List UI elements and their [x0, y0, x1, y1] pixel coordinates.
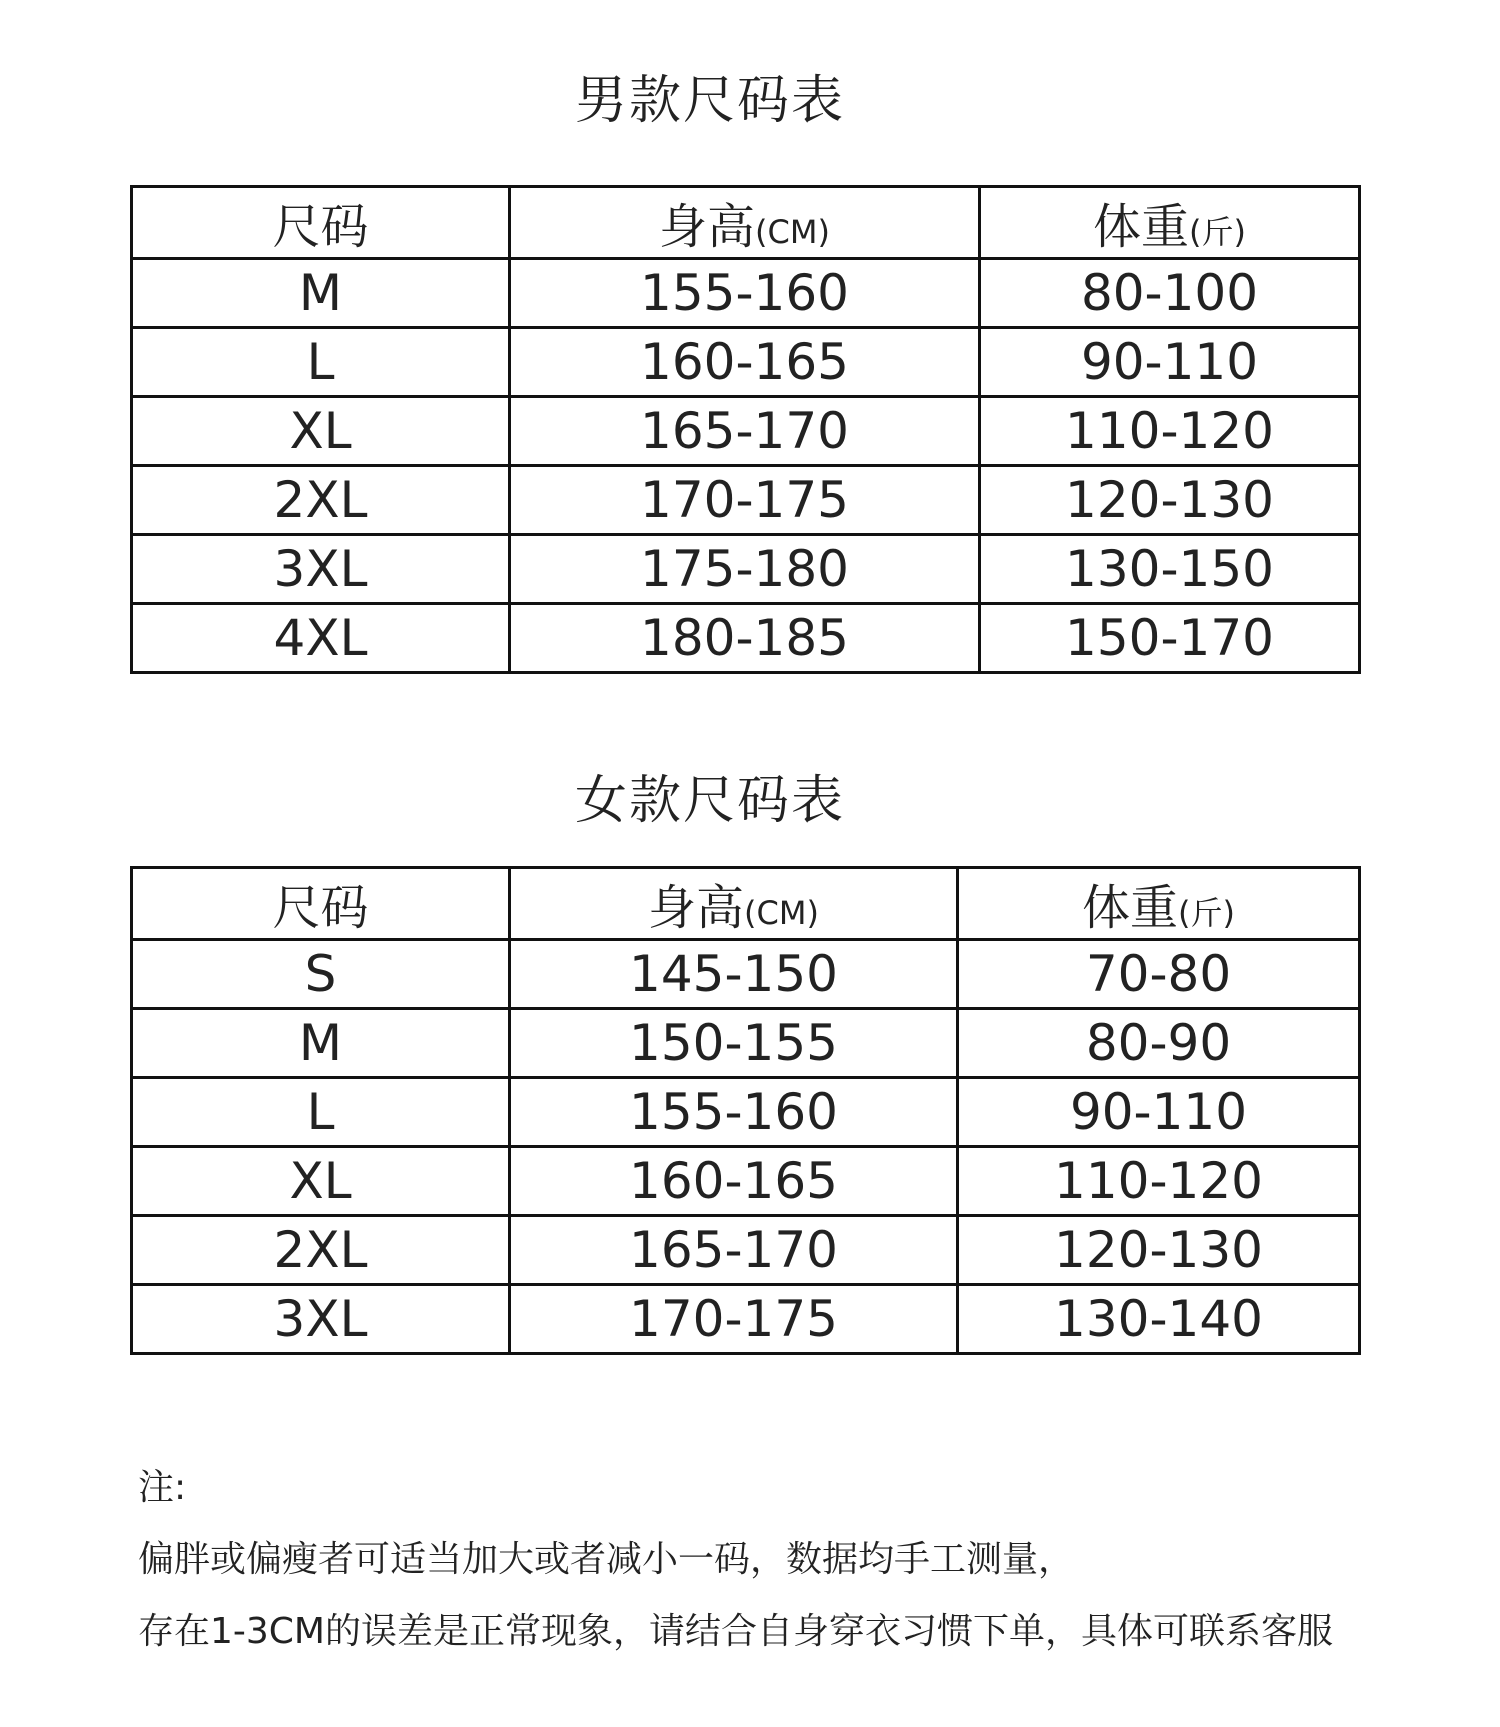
height-cell: 155-160	[510, 1078, 958, 1147]
header-weight: 体重(斤)	[958, 868, 1360, 940]
height-cell: 150-155	[510, 1009, 958, 1078]
table-row	[132, 1009, 1360, 1078]
weight-unit: (斤)	[1178, 894, 1235, 932]
weight-cell: 70-80	[958, 940, 1360, 1009]
table-row	[132, 397, 1360, 466]
height-cell: 160-165	[510, 328, 980, 397]
height-cell: 165-170	[510, 1216, 958, 1285]
table-row	[132, 328, 1360, 397]
height-cell: 155-160	[510, 259, 980, 328]
size-cell: 4XL	[132, 604, 510, 673]
size-cell: 3XL	[132, 1285, 510, 1354]
table-row	[132, 259, 1360, 328]
men-size-chart-title: 男款尺码表	[574, 71, 845, 131]
height-cell: 175-180	[510, 535, 980, 604]
header-height: 身高(CM)	[510, 187, 980, 259]
height-cell: 170-175	[510, 1285, 958, 1354]
weight-cell: 90-110	[980, 328, 1360, 397]
weight-cell: 120-130	[958, 1216, 1360, 1285]
size-cell: S	[132, 940, 510, 1009]
table-header-row	[132, 187, 1360, 259]
height-unit: (CM)	[755, 213, 830, 251]
size-cell: L	[132, 1078, 510, 1147]
notes-label: 注:	[138, 1467, 187, 1508]
weight-cell: 130-150	[980, 535, 1360, 604]
table-header-row	[132, 868, 1360, 940]
table-row	[132, 604, 1360, 673]
weight-cell: 80-90	[958, 1009, 1360, 1078]
weight-cell: 110-120	[980, 397, 1360, 466]
weight-cell: 110-120	[958, 1147, 1360, 1216]
women-size-table	[130, 866, 1361, 1355]
size-cell: 2XL	[132, 466, 510, 535]
men-size-table	[130, 185, 1361, 674]
size-cell: M	[132, 259, 510, 328]
table-row	[132, 466, 1360, 535]
table-row	[132, 1216, 1360, 1285]
weight-cell: 120-130	[980, 466, 1360, 535]
table-row	[132, 535, 1360, 604]
height-cell: 145-150	[510, 940, 958, 1009]
header-size: 尺码	[132, 868, 510, 940]
table-row	[132, 940, 1360, 1009]
size-cell: 3XL	[132, 535, 510, 604]
header-size: 尺码	[132, 187, 510, 259]
size-cell: XL	[132, 397, 510, 466]
height-cell: 170-175	[510, 466, 980, 535]
table-row	[132, 1078, 1360, 1147]
header-height: 身高(CM)	[510, 868, 958, 940]
size-notes	[138, 1452, 1333, 1668]
header-weight: 体重(斤)	[980, 187, 1360, 259]
women-size-chart-title: 女款尺码表	[574, 771, 845, 831]
weight-cell: 80-100	[980, 259, 1360, 328]
table-row	[132, 1285, 1360, 1354]
table-row	[132, 1147, 1360, 1216]
size-cell: M	[132, 1009, 510, 1078]
size-cell: L	[132, 328, 510, 397]
height-cell: 160-165	[510, 1147, 958, 1216]
weight-cell: 90-110	[958, 1078, 1360, 1147]
height-cell: 180-185	[510, 604, 980, 673]
size-cell: 2XL	[132, 1216, 510, 1285]
notes-line-2: 存在1-3CM的误差是正常现象，请结合自身穿衣习惯下单，具体可联系客服	[138, 1611, 1333, 1652]
size-cell: XL	[132, 1147, 510, 1216]
weight-unit: (斤)	[1189, 213, 1246, 251]
notes-line-1: 偏胖或偏瘦者可适当加大或者减小一码，数据均手工测量，	[138, 1539, 1075, 1580]
weight-cell: 150-170	[980, 604, 1360, 673]
weight-cell: 130-140	[958, 1285, 1360, 1354]
height-unit: (CM)	[744, 894, 819, 932]
height-cell: 165-170	[510, 397, 980, 466]
